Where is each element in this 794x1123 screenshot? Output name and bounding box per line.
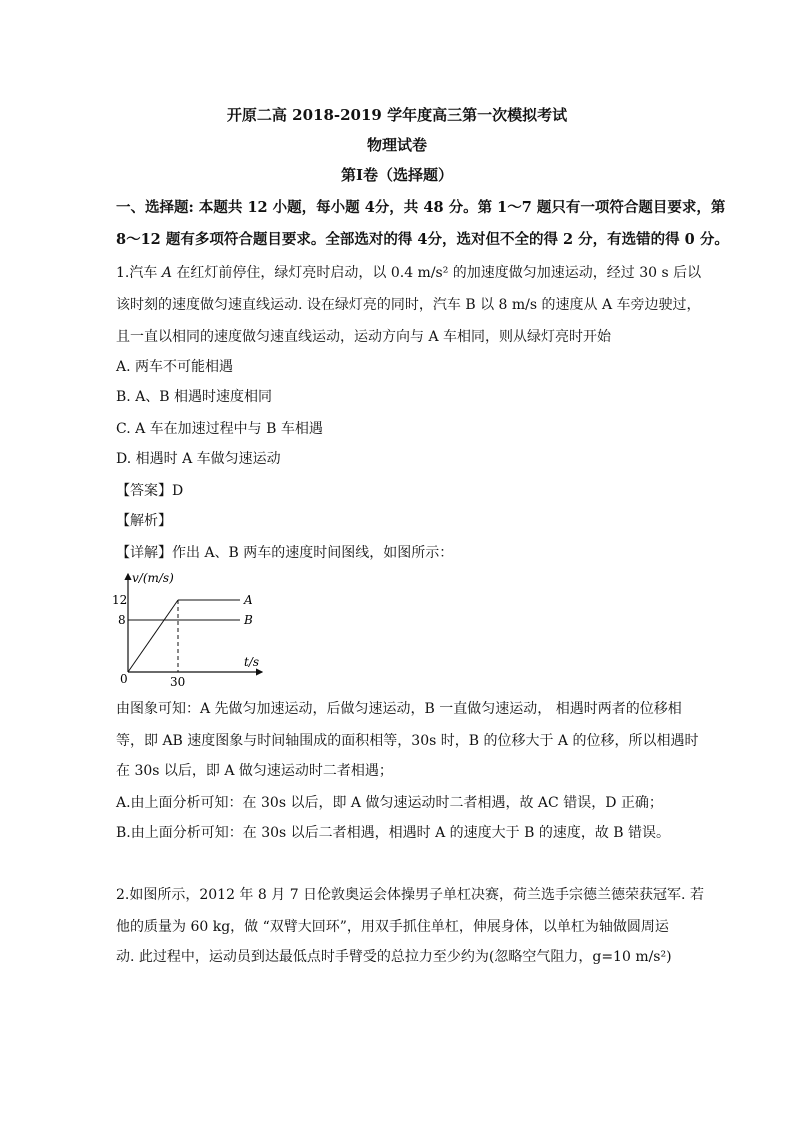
part-title: 第Ⅰ卷（选择题） (340, 166, 454, 184)
question-1-line3: 且一直以相同的速度做匀速直线运动，运动方向与 A 车相同，则从绿灯亮时开始 (116, 329, 612, 345)
question-1-line1 (116, 262, 701, 282)
explanation-line3: 在 30s 以后，即 A 做匀速运动时二者相遇； (116, 763, 393, 779)
option-b: B. A、B 相遇时速度相同 (116, 389, 273, 405)
question-1-line2: 该时刻的速度做匀速直线运动. 设在绿灯亮的同时，汽车 B 以 8 m/s 的速度从 A 车旁边驶过， (116, 297, 701, 313)
q1-var-a: A (161, 265, 172, 281)
section-instructions-line1: 一、选择题: 本题共 12 小题，每小题 4分，共 48 分。第 1～7 题只有一项符合题目要求，第 (116, 199, 726, 216)
option-c: C. A 车在加速过程中与 B 车相遇 (116, 421, 323, 437)
explanation-line2: 等，即 AB 速度图象与时间轴围成的面积相等，30s 时，B 的位移大于 A 的位移，所以相遇时 (116, 733, 699, 749)
answer-label: 【答案】D (116, 483, 184, 499)
question-2-line2: 他的质量为 60 kg，做 “双臂大回环”，用双手抓住单杠，伸展身体，以单杠为轴做圆周运 (116, 919, 669, 935)
detail-text: 【详解】作出 A、B 两车的速度时间图线，如图所示： (116, 545, 454, 561)
velocity-time-graph (110, 568, 270, 690)
explanation-line1: 由图象可知：A 先做匀加速运动，后做匀速运动，B 一直做匀速运动， 相遇时两者的位移相 (116, 701, 682, 717)
x-tick-30: 30 (170, 675, 186, 689)
exam-title: 开原二高 2018-2019 学年度高三第一次模拟考试 (226, 106, 568, 124)
q1-text-b: 在红灯前停住，绿灯亮时启动，以 0.4 m/s² 的加速度做匀加速运动，经过 30 s 后以 (171, 265, 702, 281)
origin-label: 0 (120, 672, 128, 686)
line-a-accelerating (128, 600, 178, 672)
line-a-label: A (244, 593, 253, 607)
x-axis-label: t/s (244, 655, 260, 669)
y-tick-8: 8 (118, 613, 126, 627)
y-axis-label: v/(m/s) (132, 571, 174, 585)
option-d: D. 相遇时 A 车做匀速运动 (116, 451, 281, 467)
section-instructions-line2: 8～12 题有多项符合题目要求。全部选对的得 4分，选对但不全的得 2 分，有选错的得 0 分。 (116, 231, 729, 248)
explanation-line5: B.由上面分析可知：在 30s 以后二者相遇，相遇时 A 的速度大于 B 的速度，故 B 错误。 (116, 825, 671, 841)
subject-title: 物理试卷 (366, 136, 427, 154)
question-2-line3: 动. 此过程中，运动员到达最低点时手臂受的总拉力至少约为(忽略空气阻力，g=10 m/s²) (116, 949, 672, 965)
line-b-label: B (244, 613, 253, 627)
option-a: A. 两车不可能相遇 (116, 359, 234, 375)
explanation-line4: A.由上面分析可知：在 30s 以后，即 A 做匀速运动时二者相遇，故 AC 错误，D 正确； (116, 795, 663, 811)
q1-text-a: 1.汽车 (116, 265, 162, 281)
question-2-line1: 2.如图所示，2012 年 8 月 7 日伦敦奥运会体操男子单杠决赛，荷兰选手宗德兰德荣获冠军. 若 (116, 887, 704, 903)
analysis-label: 【解析】 (116, 513, 172, 529)
y-tick-12: 12 (112, 593, 128, 607)
